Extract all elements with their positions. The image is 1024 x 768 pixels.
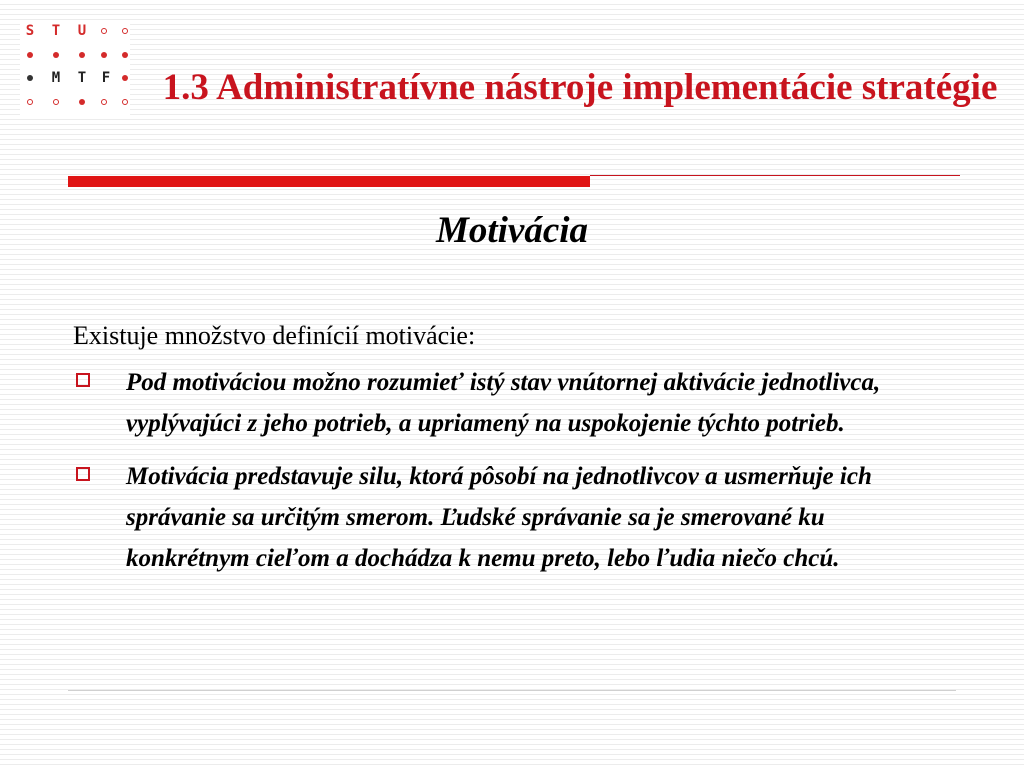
hollow-square-bullet-icon <box>76 467 90 481</box>
logo-dot-icon <box>101 99 107 105</box>
footer-divider <box>68 690 956 691</box>
list-item <box>73 456 953 579</box>
logo-dot-icon <box>122 52 128 58</box>
logo-dot-icon <box>101 52 107 58</box>
logo-dot-icon <box>101 28 107 34</box>
bullet-list <box>73 362 953 591</box>
logo-dot-icon <box>122 75 128 81</box>
logo-dot-icon <box>122 28 128 34</box>
list-item <box>73 362 953 444</box>
title-underline-thick <box>68 176 590 187</box>
logo-dot-icon <box>27 99 33 105</box>
logo-dot-icon <box>79 99 85 105</box>
logo-dot-icon <box>27 52 33 58</box>
logo-dot-icon <box>53 99 59 105</box>
hollow-square-bullet-icon <box>76 373 90 387</box>
logo-dot-icon <box>27 75 33 81</box>
logo-dot-icon <box>53 52 59 58</box>
section-subtitle: Motivácia <box>435 210 589 251</box>
bullet-text: Motivácia predstavuje silu, ktorá pôsobí na jednotlivcov a usmerňuje ich správanie sa určitým smerom. Ľudské správanie sa je smerované ku konkrétnym cieľom a dochádza k nemu preto, lebo ľudia niečo chcú. <box>126 463 872 572</box>
logo-letter-t2: T <box>77 70 87 86</box>
intro-text: Existuje množstvo definícií motivácie: <box>73 321 476 350</box>
logo-dot-icon <box>122 99 128 105</box>
logo-letter-m: M <box>51 70 61 86</box>
logo-letter-s: S <box>25 23 35 39</box>
stu-mtf-logo <box>20 20 130 116</box>
title-underline-thin <box>590 175 960 176</box>
logo-letter-u: U <box>77 23 87 39</box>
logo-letter-t: T <box>51 23 61 39</box>
logo-letter-f: F <box>101 70 111 86</box>
logo-dot-icon <box>79 52 85 58</box>
slide-title: 1.3 Administratívne nástroje implementácie stratégie <box>162 67 998 108</box>
bullet-text: Pod motiváciou možno rozumieť istý stav vnútornej aktivácie jednotlivca, vyplývajúci z jeho potrieb, a upriamený na uspokojenie týchto potrieb. <box>126 369 881 437</box>
